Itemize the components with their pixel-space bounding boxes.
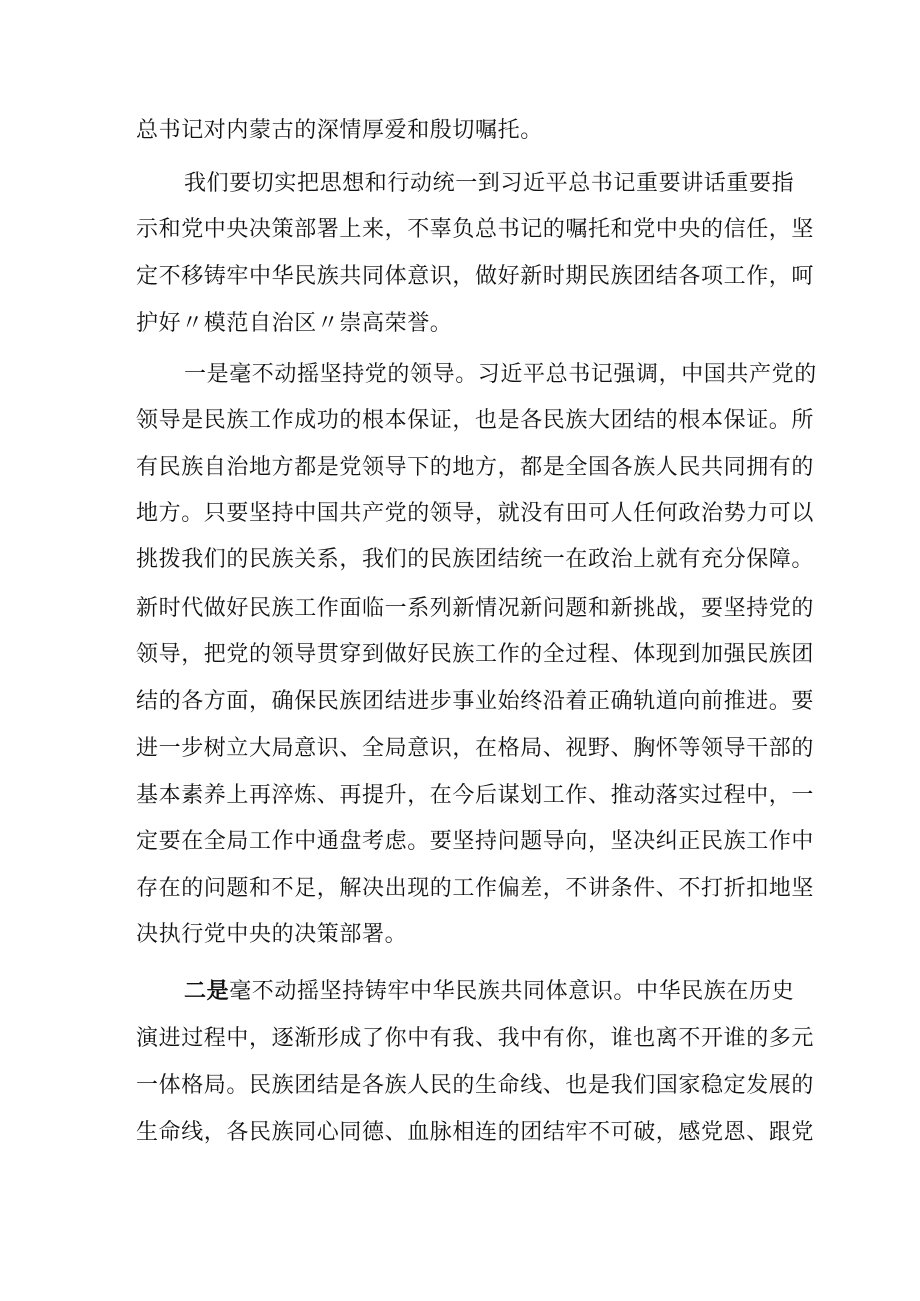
- paragraph-3-line-4: 地方。只要坚持中国共产党的领导，就没有田可人任何政治势力可以: [136, 501, 815, 526]
- paragraph-2-line-4: 护好〃模范自治区〃崇高荣誉。: [136, 311, 453, 336]
- paragraph-3-line-10: 基本素养上再淬炼、再提升，在今后谋划工作、推动落实过程中，一: [136, 783, 815, 808]
- paragraph-4-line-2: 演进过程中，逐渐形成了你中有我、我中有你，谁也离不开谁的多元: [136, 1026, 815, 1051]
- paragraph-4-emphasis: 二是: [184, 979, 230, 1004]
- paragraph-2-line-2: 示和党中央决策部署上来，不辜负总书记的嘱托和党中央的信任，坚: [136, 217, 815, 242]
- paragraph-3-line-1: 一是毫不动摇坚持党的领导。习近平总书记强调，中国共产党的: [184, 362, 817, 387]
- paragraph-4-line-3: 一体格局。民族团结是各族人民的生命线、也是我们国家稳定发展的: [136, 1073, 815, 1098]
- paragraph-3-line-8: 结的各方面，确保民族团结进步事业始终沿着正确轨道向前推进。要: [136, 689, 815, 714]
- text-line-1: 总书记对内蒙古的深情厚爱和殷切嘱托。: [136, 118, 543, 143]
- paragraph-3-line-9: 进一步树立大局意识、全局意识，在格局、视野、胸怀等领导干部的: [136, 736, 815, 761]
- paragraph-3-line-12: 存在的问题和不足，解决出现的工作偏差，不讲条件、不打折扣地坚: [136, 876, 815, 901]
- paragraph-3-line-11: 定要在全局工作中通盘考虑。要坚持问题导向，坚决纠正民族工作中: [136, 829, 815, 854]
- paragraph-3-line-7: 领导，把党的领导贯穿到做好民族工作的全过程、体现到加强民族团: [136, 642, 815, 667]
- paragraph-4-line-1-rest: 毫不动摇坚持铸牢中华民族共同体意识。中华民族在历史: [229, 979, 795, 1004]
- paragraph-2-line-1: 我们要切实把思想和行动统一到习近平总书记重要讲话重要指: [184, 171, 795, 196]
- paragraph-2-line-3: 定不移铸牢中华民族共同体意识，做好新时期民族团结各项工作，呵: [136, 264, 815, 289]
- paragraph-3-line-6: 新时代做好民族工作面临一系列新情况新问题和新挑战，要坚持党的: [136, 596, 815, 621]
- paragraph-4-line-4: 生命线，各民族同心同德、血脉相连的团结牢不可破，感党恩、跟党: [136, 1120, 815, 1145]
- paragraph-3-line-5: 挑拨我们的民族关系，我们的民族团结统一在政治上就有充分保障。: [136, 547, 815, 572]
- paragraph-3-line-13: 决执行党中央的决策部署。: [136, 922, 408, 947]
- paragraph-4-line-1: [184, 977, 796, 1007]
- paragraph-3-line-2: 领导是民族工作成功的根本保证，也是各民族大团结的根本保证。所: [136, 408, 815, 433]
- paragraph-3-line-3: 有民族自治地方都是党领导下的地方，都是全国各族人民共同拥有的: [136, 455, 815, 480]
